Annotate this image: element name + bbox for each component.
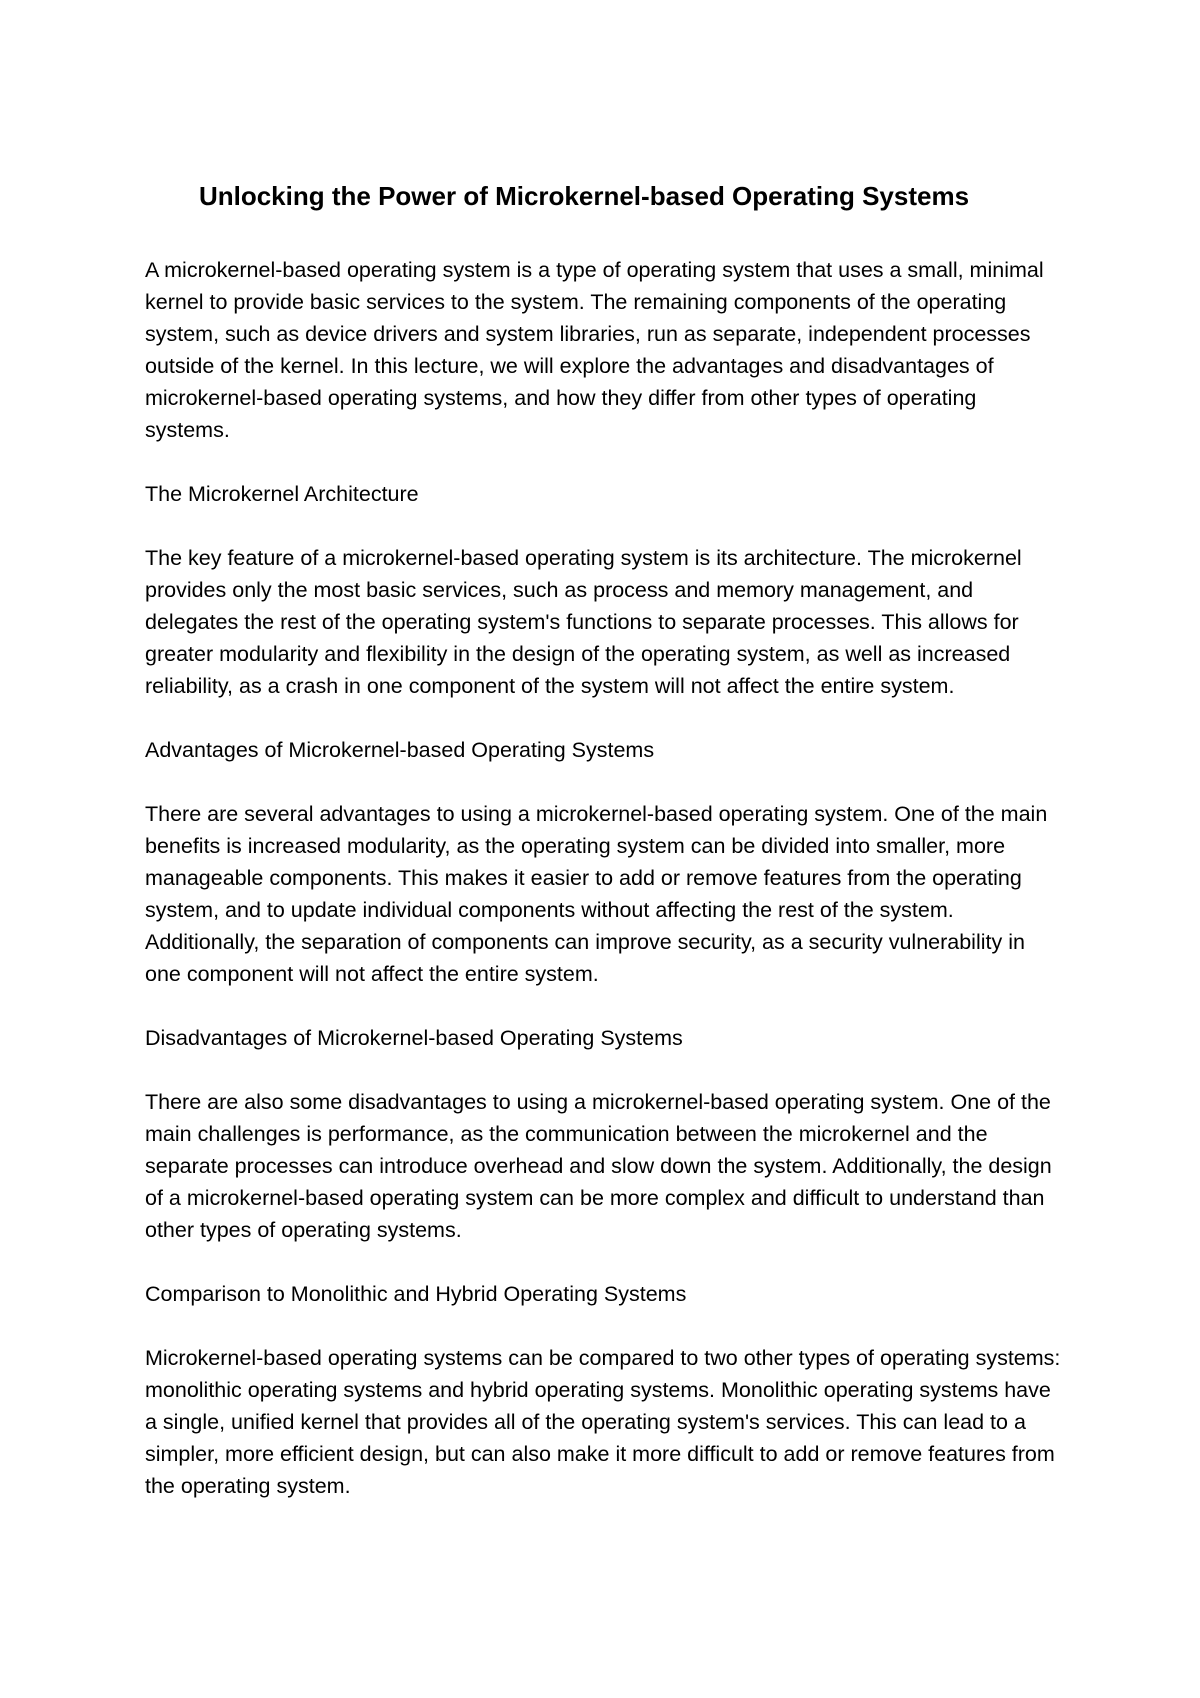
section-heading-advantages: Advantages of Microkernel-based Operating Systems: [145, 738, 655, 762]
section-heading-architecture: The Microkernel Architecture: [145, 482, 419, 506]
document-title: Unlocking the Power of Microkernel-based Operating Systems: [198, 181, 970, 211]
intro-paragraph: A microkernel-based operating system is a type of operating system that uses a small, minimal kernel to provide basic services to the system. The remaining components of the operating system, such as device drivers and system libraries, run as separate, independent processes outside of the kernel. In this lecture, we will explore the advantages and disadvantages of microkernel-based operating systems, and how they differ from other types of operating systems.: [145, 258, 1044, 442]
section-body-architecture: The key feature of a microkernel-based operating system is its architecture. The microkernel provides only the most basic services, such as process and memory management, and delegates the rest of the operating system's functions to separate processes. This allows for greater modularity and flexibility in the design of the operating system, as well as increased reliability, as a crash in one component of the system will not affect the entire system.: [145, 546, 1022, 698]
section-body-comparison: Microkernel-based operating systems can be compared to two other types of operating systems: monolithic operating systems and hybrid operating systems. Monolithic operating systems have a single, unified kernel that provides all of the operating system's services. This can lead to a simpler, more efficient design, but can also make it more difficult to add or remove features from the operating system.: [145, 1346, 1061, 1498]
section-body-disadvantages: There are also some disadvantages to using a microkernel-based operating system. One of the main challenges is performance, as the communication between the microkernel and the separate processes can introduce overhead and slow down the system. Additionally, the design of a microkernel-based operating system can be more complex and difficult to understand than other types of operating systems.: [145, 1090, 1052, 1242]
section-heading-disadvantages: Disadvantages of Microkernel-based Operating Systems: [145, 1026, 683, 1050]
section-heading-comparison: Comparison to Monolithic and Hybrid Operating Systems: [145, 1282, 687, 1306]
document-content: [145, 178, 1065, 1534]
section-body-advantages: There are several advantages to using a microkernel-based operating system. One of the main benefits is increased modularity, as the operating system can be divided into smaller, more manageable components. This makes it easier to add or remove features from the operating system, and to update individual components without affecting the rest of the system. Additionally, the separation of components can improve security, as a security vulnerability in one component will not affect the entire system.: [145, 802, 1048, 986]
